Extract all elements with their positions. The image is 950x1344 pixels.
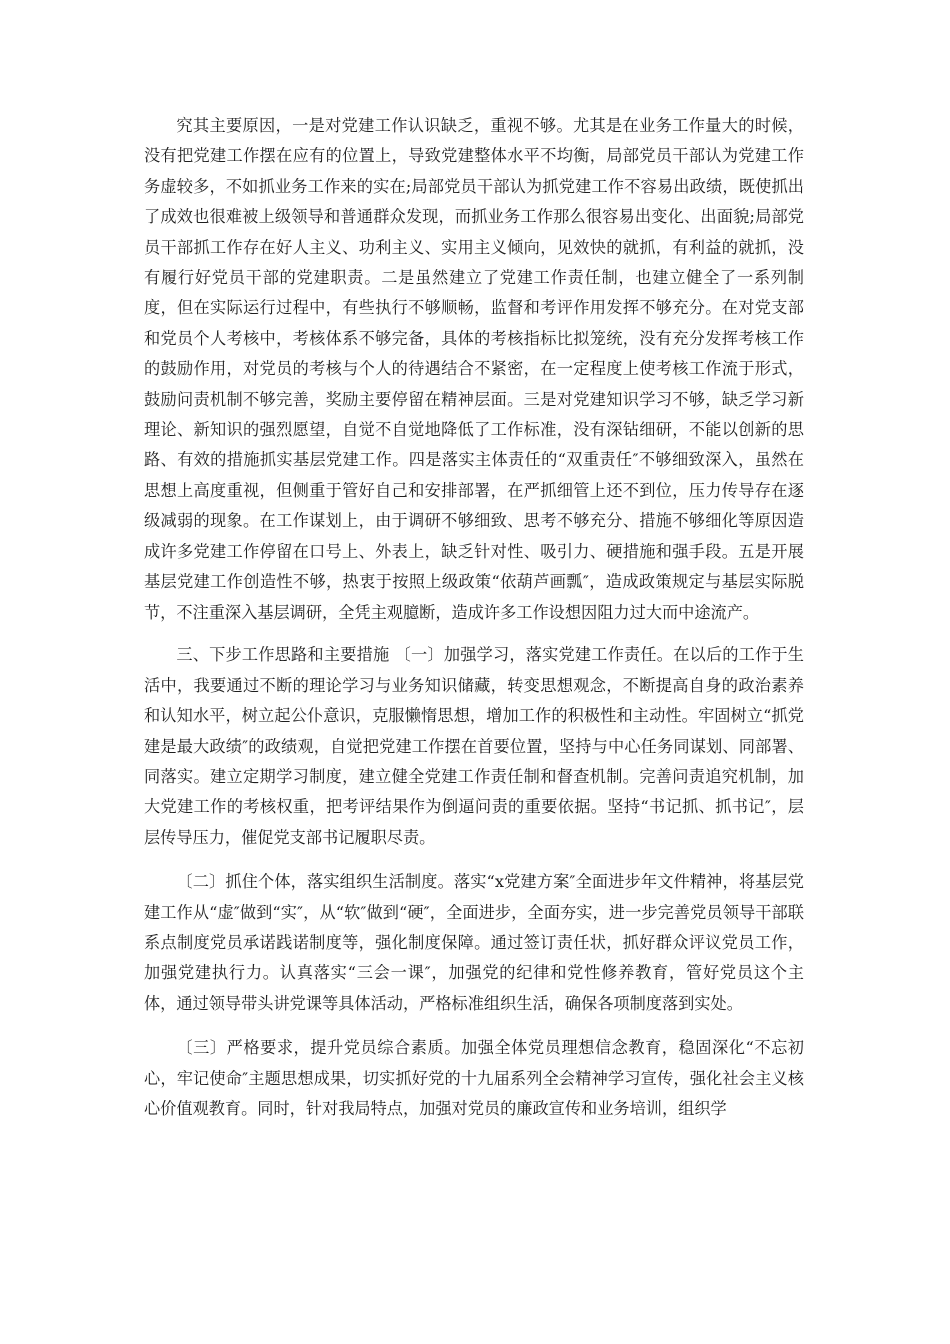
paragraph-measure-three: 〔三〕严格要求，提升党员综合素质。加强全体党员理想信念教育，稳固深化“不忘初心，牢记使命″主题思想成果，切实抓好党的十九届系列全会精神学习宣传，强化社会主义核心价值观教育。同时，针对我局特点，加强对党员的廉政宣传和业务培训，组织学 [144, 1038, 804, 1119]
paragraph-section-three-measures: 三、下步工作思路和主要措施 〔一〕加强学习，落实党建工作责任。在以后的工作于生活中，我要通过不断的理论学习与业务知识储藏，转变思想观念，不断提高自身的政治素养和认知水平，树立起公仆意识，克服懒惰思想，增加工作的积极性和主动性。牢固树立“抓党建是最大政绩″的政绩观，自觉把党建工作摆在首要位置，坚持与中心任务同谋划、同部署、同落实。建立定期学习制度，建立健全党建工作责任制和督查机制。完善问责追究机制，加大党建工作的考核权重，把考评结果作为倒逼问责的重要依据。坚持“书记抓、抓书记″，层层传导压力，催促党支部书记履职尽责。 [144, 645, 804, 847]
paragraph-measure-two: 〔二〕抓住个体，落实组织生活制度。落实“x党建方案″全面进步年文件精神，将基层党建工作从“虚″做到“实″，从“软″做到“硬″，全面进步，全面夯实，进一步完善党员领导干部联系点制度党员承诺践诺制度等，强化制度保障。通过签订责任状，抓好群众评议党员工作，加强党建执行力。认真落实“三会一课″，加强党的纪律和党性修养教育，管好党员这个主体，通过领导带头讲党课等具体活动，严格标准组织生活，确保各项制度落到实处。 [144, 872, 804, 1013]
document-body [144, 111, 804, 1125]
paragraph-causes: 究其主要原因，一是对党建工作认识缺乏，重视不够。尤其是在业务工作量大的时候，没有把党建工作摆在应有的位置上，导致党建整体水平不均衡，局部党员干部认为党建工作务虚较多，不如抓业务工作来的实在;局部党员干部认为抓党建工作不容易出政绩，既使抓出了成效也很难被上级领导和普通群众发现，而抓业务工作那么很容易出变化、出面貌;局部党员干部抓工作存在好人主义、功利主义、实用主义倾向，见效快的就抓，有利益的就抓，没有履行好党员干部的党建职责。二是虽然建立了党建工作责任制，也建立健全了一系列制度，但在实际运行过程中，有些执行不够顺畅，监督和考评作用发挥不够充分。在对党支部和党员个人考核中，考核体系不够完备，具体的考核指标比拟笼统，没有充分发挥考核工作的鼓励作用，对党员的考核与个人的待遇结合不紧密，在一定程度上使考核工作流于形式，鼓励问责机制不够完善，奖励主要停留在精神层面。三是对党建知识学习不够，缺乏学习新理论、新知识的强烈愿望，自觉不自觉地降低了工作标准，没有深钻细研，不能以创新的思路、有效的措施抓实基层党建工作。四是落实主体责任的“双重责任″不够细致深入，虽然在思想上高度重视，但侧重于管好自己和安排部署，在严抓细管上还不到位，压力传导存在逐级减弱的现象。在工作谋划上，由于调研不够细致、思考不够充分、措施不够细化等原因造成许多党建工作停留在口号上、外表上，缺乏针对性、吸引力、硬措施和强手段。五是开展基层党建工作创造性不够，热衷于按照上级政策“依葫芦画瓢″，造成政策规定与基层实际脱节，不注重深入基层调研，全凭主观臆断，造成许多工作设想因阻力过大而中途流产。 [144, 116, 804, 622]
